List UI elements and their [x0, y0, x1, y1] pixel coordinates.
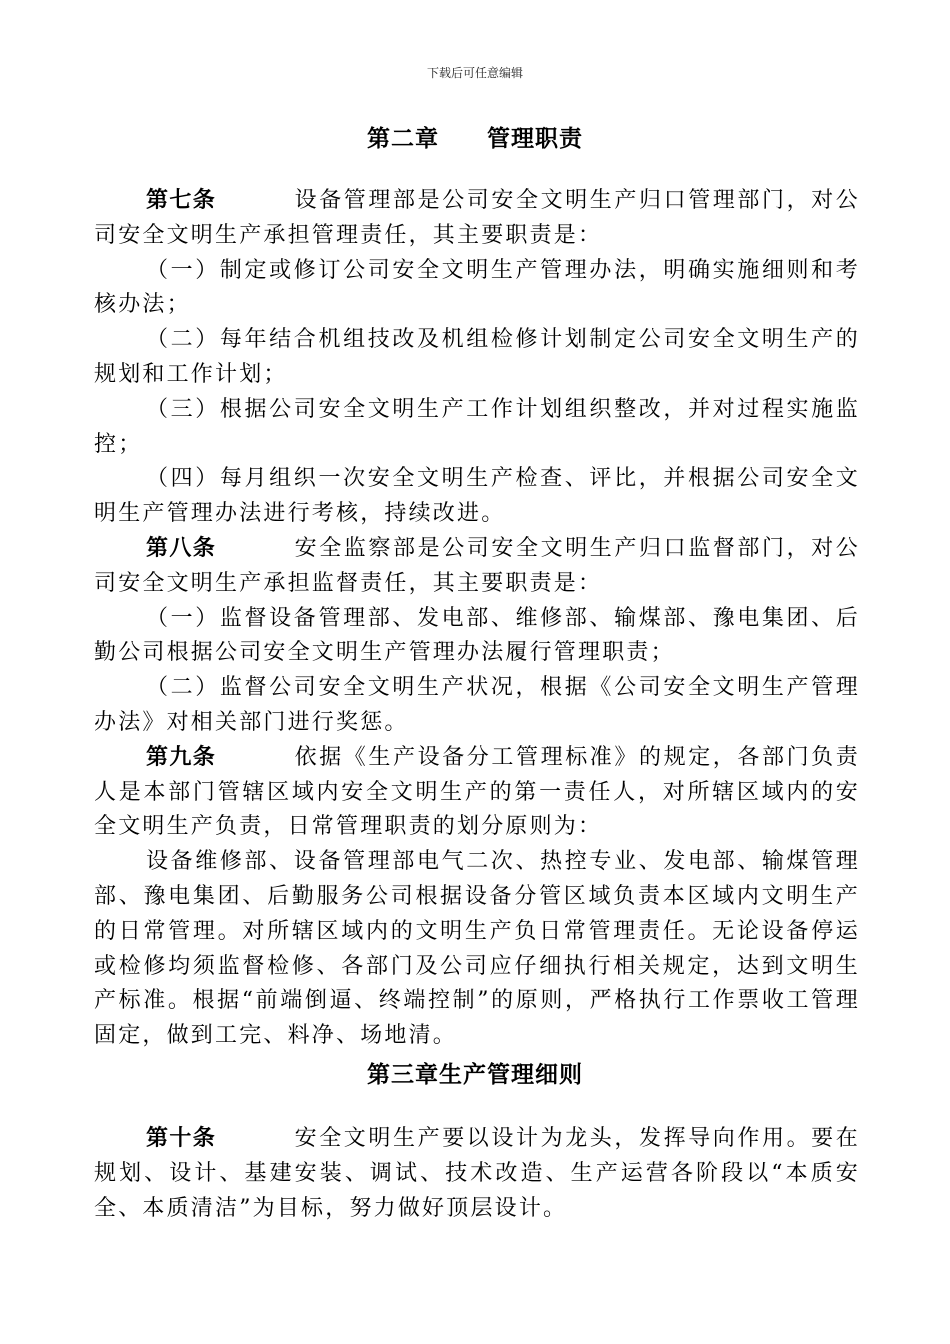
chapter-3-title: 第三章生产管理细则 — [367, 1062, 583, 1088]
chapter-3-body — [94, 1122, 860, 1226]
article-7-item-3: （三）根据公司安全文明生产工作计划组织整改，并对过程实施监控； — [94, 396, 860, 457]
article-8-label: 第八条 — [146, 535, 217, 561]
article-7-paragraph — [94, 184, 860, 254]
article-7-item-4: （四）每月组织一次安全文明生产检查、评比，并根据公司安全文明生产管理办法进行考核，持续改进。 — [94, 466, 860, 527]
article-7-text: 设备管理部是公司安全文明生产归口管理部门，对公司安全文明生产承担管理责任，其主要职责是： — [94, 188, 860, 248]
article-9-label: 第九条 — [146, 744, 217, 770]
article-9-paragraph — [94, 741, 860, 845]
article-10-paragraph — [94, 1122, 860, 1226]
chapter-2-title — [0, 120, 950, 153]
article-8-item-2: （二）监督公司安全文明生产状况，根据《公司安全文明生产管理办法》对相关部门进行奖惩。 — [94, 675, 860, 735]
article-7-item-1: （一）制定或修订公司安全文明生产管理办法，明确实施细则和考核办法； — [94, 257, 860, 318]
article-9-text: 依据《生产设备分工管理标准》的规定，各部门负责人是本部门管辖区域内安全文明生产的第一责任人，对所辖区域内的安全文明生产负责，日常管理职责的划分原则为： — [94, 744, 860, 840]
page-header: 下载后可任意编辑 — [426, 66, 523, 80]
article-10-text: 安全文明生产要以设计为龙头，发挥导向作用。要在规划、设计、基建安装、调试、技术改造、生产运营各阶段以“本质安全、本质清洁”为目标，努力做好顶层设计。 — [94, 1126, 860, 1221]
chapter-2-name: 管理职责 — [487, 126, 583, 152]
article-9-detail: 设备维修部、设备管理部电气二次、热控专业、发电部、输煤管理部、豫电集团、后勤服务公司根据设备分管区域负责本区域内文明生产的日常管理。对所辖区域内的文明生产负日常管理责任。无论设备停运或检修均须监督检修、各部门及公司应仔细执行相关规定，达到文明生产标准。根据“前端倒逼、终端控制”的原则，严格执行工作票收工管理固定，做到工完、料净、场地清。 — [94, 849, 860, 1049]
article-7-label: 第七条 — [146, 188, 217, 213]
article-8-item-1: （一）监督设备管理部、发电部、维修部、输煤部、豫电集团、后勤公司根据公司安全文明生产管理办法履行管理职责； — [94, 605, 860, 666]
chapter-2-number: 第二章 — [367, 126, 439, 152]
article-7-item-2: （二）每年结合机组技改及机组检修计划制定公司安全文明生产的规划和工作计划； — [94, 327, 860, 387]
chapter-2-body — [94, 184, 860, 1054]
article-8-text: 安全监察部是公司安全文明生产归口监督部门，对公司安全文明生产承担监督责任，其主要职责是： — [94, 535, 860, 596]
article-10-label: 第十条 — [146, 1126, 217, 1151]
article-8-paragraph — [94, 532, 860, 602]
